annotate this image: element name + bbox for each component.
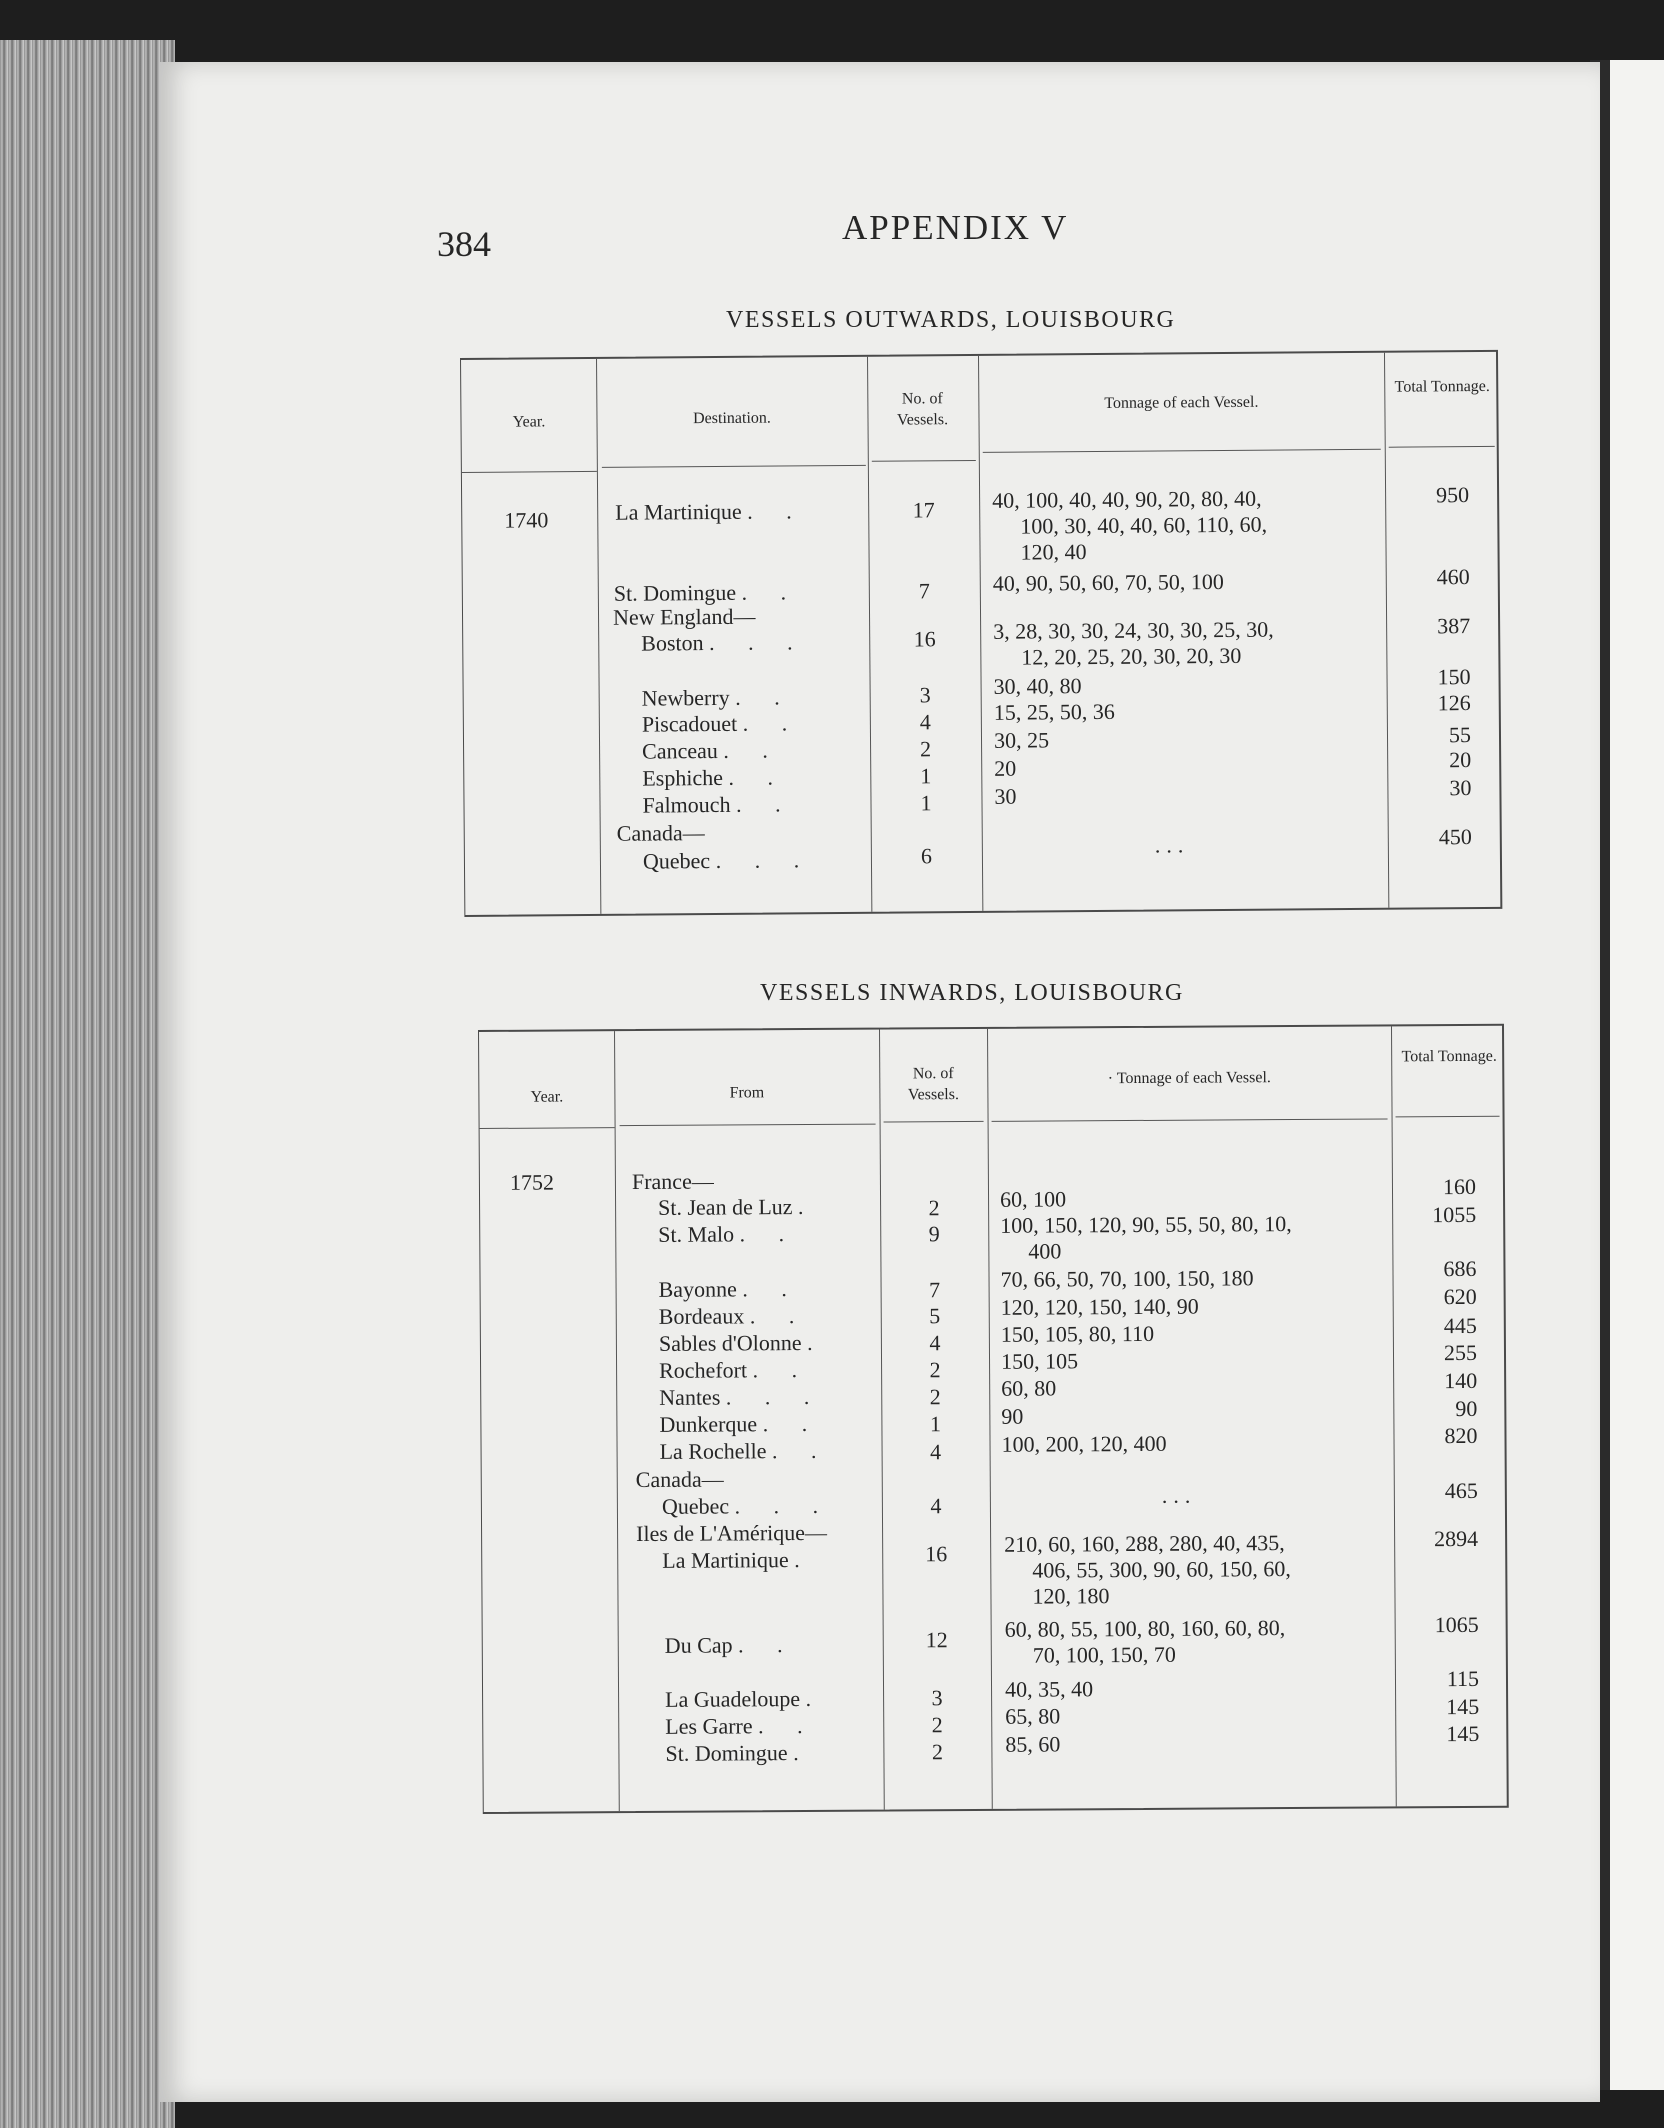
- total-tonnage: 115: [1446, 1665, 1480, 1692]
- total-tonnage: 20: [1449, 747, 1472, 773]
- place-name: Dunkerque . .: [659, 1410, 822, 1437]
- column-rule: [614, 1031, 620, 1811]
- book-page-edges: [0, 40, 175, 2128]
- header-rule: [480, 1127, 615, 1129]
- place-name: St. Jean de Luz .: [658, 1193, 818, 1220]
- outwards-table: [460, 350, 1502, 917]
- group-label: Iles de L'Amérique—: [636, 1519, 828, 1547]
- tonnage-not-given: ...: [1161, 1482, 1197, 1508]
- page-number: 384: [437, 224, 491, 264]
- vessel-count: 1: [920, 763, 932, 789]
- vessel-count: 2: [931, 1712, 943, 1738]
- group-label: France—: [631, 1168, 714, 1195]
- place-name: La Martinique . .: [615, 498, 806, 525]
- total-tonnage: 55: [1448, 722, 1472, 748]
- place-name: Les Garre . .: [665, 1712, 817, 1739]
- total-tonnage: 90: [1455, 1395, 1478, 1422]
- header-rule: [1396, 1116, 1500, 1118]
- header-destination: Destination.: [693, 409, 771, 428]
- tonnage-list: 3, 28, 30, 30, 24, 30, 30, 25, 30, 12, 20, 25, 20, 30, 20, 30: [993, 616, 1274, 670]
- total-tonnage: 465: [1444, 1477, 1478, 1504]
- total-tonnage: 140: [1444, 1367, 1478, 1394]
- vessel-count: 2: [919, 736, 932, 762]
- group-label: Canada—: [635, 1466, 724, 1493]
- place-name: St. Domingue . .: [613, 579, 801, 606]
- place-name: Bayonne . .: [658, 1276, 801, 1302]
- place-name: La Guadeloupe .: [665, 1685, 826, 1712]
- inwards-table: [478, 1024, 1509, 1814]
- tonnage-list: 30, 40, 80: [993, 673, 1082, 699]
- header-rule: [983, 449, 1381, 453]
- vessel-count: 16: [913, 626, 936, 652]
- column-rule: [596, 359, 601, 914]
- tonnage-list: 60, 80, 55, 100, 80, 160, 60, 80, 70, 100, 150, 70: [1004, 1615, 1286, 1668]
- tonnage-list: 100, 200, 120, 400: [1001, 1430, 1167, 1457]
- place-name: La Martinique .: [662, 1546, 814, 1573]
- total-tonnage: 30: [1449, 775, 1472, 801]
- total-tonnage: 950: [1436, 482, 1470, 508]
- place-name: Boston . . .: [641, 629, 807, 656]
- place-name: St. Malo . .: [658, 1221, 799, 1247]
- tonnage-list: 70, 66, 50, 70, 100, 150, 180: [1000, 1265, 1254, 1292]
- vessel-count: 12: [925, 1627, 948, 1653]
- vessel-count: 9: [928, 1221, 940, 1247]
- total-tonnage: 126: [1437, 690, 1471, 716]
- total-tonnage: 145: [1446, 1720, 1480, 1747]
- outwards-table-title: VESSELS OUTWARDS, LOUISBOURG: [726, 307, 1176, 333]
- header-rule: [992, 1118, 1388, 1121]
- header-number-of-vessels: No. of Vessels.: [907, 1065, 960, 1104]
- total-tonnage: 445: [1443, 1312, 1477, 1339]
- place-name: Canceau . .: [641, 737, 782, 764]
- place-name: Rochefort . .: [659, 1356, 812, 1383]
- running-head: APPENDIX V: [842, 208, 1069, 247]
- tonnage-not-given: ...: [1154, 832, 1190, 858]
- vessel-count: 7: [918, 578, 930, 604]
- total-tonnage: 460: [1436, 564, 1470, 590]
- place-name: St. Domingue .: [665, 1739, 813, 1766]
- header-tonnage-each: · Tonnage of each Vessel.: [1107, 1069, 1271, 1088]
- tonnage-list: 15, 25, 50, 36: [993, 698, 1115, 725]
- total-tonnage: 1055: [1432, 1201, 1477, 1228]
- total-tonnage: 2894: [1434, 1525, 1479, 1552]
- place-name: Newberry . .: [641, 684, 794, 711]
- total-tonnage: 150: [1437, 664, 1471, 690]
- header-number-of-vessels: No. of Vessels.: [896, 390, 949, 429]
- tonnage-list: 150, 105: [1000, 1348, 1079, 1374]
- place-name: Quebec . . .: [661, 1492, 833, 1519]
- total-tonnage: 387: [1437, 613, 1471, 639]
- tonnage-list: 20: [994, 755, 1017, 781]
- vessel-count: 6: [920, 843, 933, 869]
- tonnage-list: 100, 150, 120, 90, 55, 50, 80, 10, 400: [1000, 1211, 1292, 1264]
- place-name: Nantes . . .: [659, 1383, 824, 1410]
- tonnage-list: 150, 105, 80, 110: [1000, 1320, 1155, 1347]
- vessel-count: 4: [930, 1439, 942, 1465]
- vessel-count: 3: [919, 682, 931, 708]
- header-rule: [884, 1121, 984, 1123]
- tonnage-list: 60, 80: [1001, 1375, 1057, 1401]
- header-rule: [872, 460, 976, 462]
- vessel-count: 4: [929, 1330, 941, 1356]
- header-rule: [1389, 446, 1495, 448]
- tonnage-list: 30, 25: [993, 727, 1050, 753]
- tonnage-list: 30: [994, 783, 1017, 809]
- vessel-count: 2: [928, 1195, 940, 1221]
- place-name: Du Cap . .: [664, 1632, 797, 1658]
- vessel-count: 2: [929, 1384, 941, 1410]
- tonnage-list: 65, 80: [1005, 1703, 1061, 1729]
- total-tonnage: 820: [1444, 1422, 1478, 1449]
- tonnage-list: 40, 90, 50, 60, 70, 50, 100: [992, 569, 1224, 596]
- place-name: Falmouch . .: [642, 791, 795, 818]
- header-rule: [620, 1124, 876, 1127]
- vessel-count: 4: [919, 709, 931, 735]
- total-tonnage: 1065: [1434, 1611, 1479, 1638]
- vessel-count: 1: [920, 790, 932, 816]
- header-tonnage-each: Tonnage of each Vessel.: [1104, 393, 1259, 412]
- header-year: Year.: [530, 1088, 564, 1106]
- header-year: Year.: [512, 413, 546, 431]
- group-label: Canada—: [616, 820, 705, 846]
- tonnage-list: 60, 100: [999, 1186, 1067, 1212]
- header-total-tonnage: Total Tonnage.: [1401, 1047, 1497, 1066]
- total-tonnage: 160: [1442, 1173, 1477, 1200]
- facing-page-edge: [1610, 60, 1664, 2090]
- header-total-tonnage: Total Tonnage.: [1394, 377, 1490, 396]
- year-cell: 1752: [509, 1169, 555, 1195]
- tonnage-list: 210, 60, 160, 288, 280, 40, 435, 406, 55, 300, 90, 60, 150, 60, 120, 180: [1004, 1530, 1291, 1609]
- total-tonnage: 686: [1443, 1255, 1477, 1282]
- vessel-count: 16: [925, 1541, 948, 1567]
- header-rule: [602, 465, 866, 468]
- vessel-count: 17: [912, 497, 935, 523]
- vessel-count: 2: [931, 1739, 943, 1765]
- vessel-count: 7: [929, 1277, 941, 1303]
- place-name: Quebec . . .: [642, 847, 814, 874]
- header-from: From: [729, 1084, 765, 1102]
- inwards-table-title: VESSELS INWARDS, LOUISBOURG: [760, 980, 1184, 1006]
- group-label: New England—: [612, 603, 756, 630]
- vessel-count: 4: [930, 1493, 942, 1519]
- tonnage-list: 85, 60: [1005, 1731, 1061, 1757]
- place-name: Piscadouet . .: [641, 710, 802, 737]
- total-tonnage: 450: [1438, 824, 1472, 850]
- tonnage-list: 90: [1001, 1403, 1024, 1429]
- vessel-count: 2: [929, 1357, 941, 1383]
- place-name: Bordeaux . .: [658, 1302, 809, 1329]
- tonnage-list: 40, 35, 40: [1004, 1676, 1094, 1702]
- total-tonnage: 145: [1446, 1693, 1480, 1720]
- header-rule: [462, 471, 597, 473]
- vessel-count: 1: [929, 1411, 941, 1437]
- place-name: La Rochelle . .: [659, 1437, 831, 1464]
- year-cell: 1740: [504, 507, 549, 533]
- place-name: Sables d'Olonne .: [658, 1329, 827, 1356]
- place-name: Esphiche . .: [642, 764, 788, 791]
- total-tonnage: 255: [1443, 1339, 1478, 1366]
- total-tonnage: 620: [1443, 1283, 1477, 1310]
- vessel-count: 5: [929, 1303, 941, 1329]
- tonnage-list: 40, 100, 40, 40, 90, 20, 80, 40, 100, 30, 40, 40, 60, 110, 60, 120, 40: [992, 485, 1268, 565]
- tonnage-list: 120, 120, 150, 140, 90: [1000, 1293, 1199, 1320]
- vessel-count: 3: [931, 1685, 943, 1711]
